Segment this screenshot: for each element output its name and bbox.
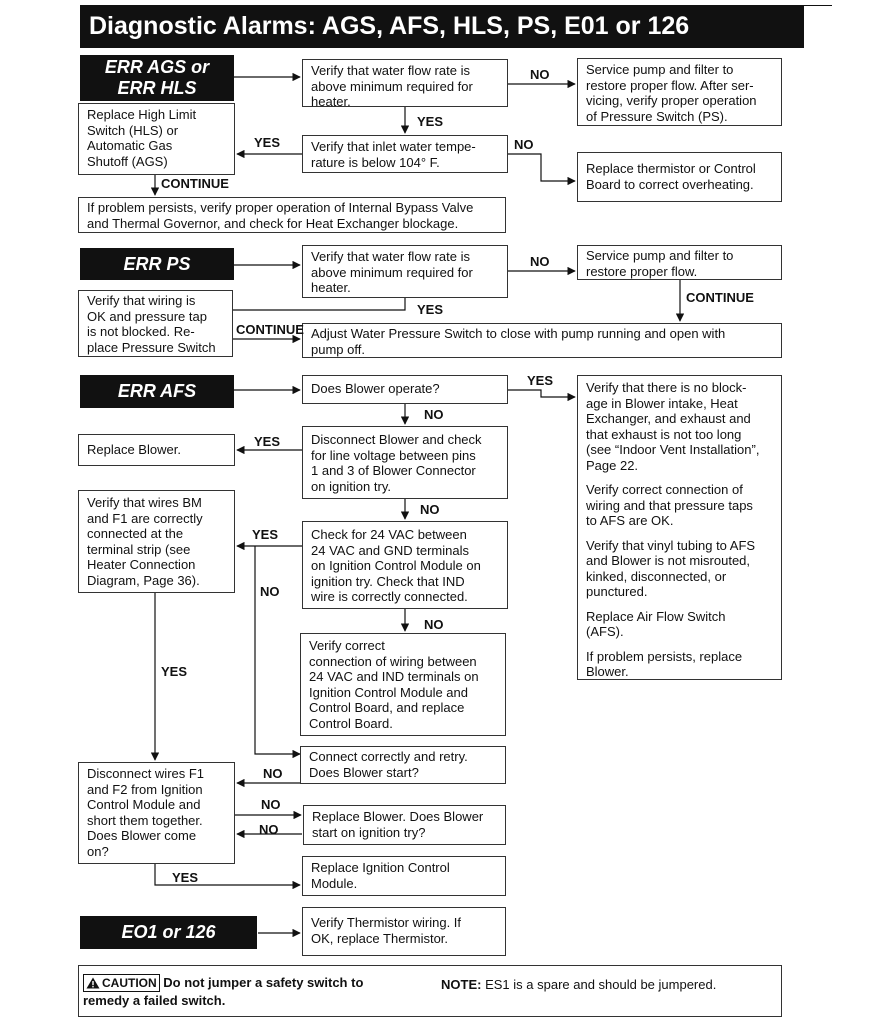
box-verify-ind-wiring bbox=[300, 633, 506, 736]
paragraph-blockage bbox=[586, 380, 773, 473]
text-line: Replace Air Flow Switch bbox=[586, 608, 726, 624]
box-problem-persists-bypass bbox=[78, 197, 506, 233]
tag-continue: CONTINUE bbox=[686, 290, 754, 305]
box-adjust-pressure-switch bbox=[302, 323, 782, 358]
tag-yes: YES bbox=[252, 527, 279, 542]
text-line: Verify that inlet water tempe- bbox=[311, 139, 476, 154]
label-err-ps bbox=[80, 248, 234, 280]
tag-yes: YES bbox=[161, 664, 188, 679]
text-line: place Pressure Switch bbox=[87, 339, 216, 355]
tag-no: NO bbox=[260, 584, 280, 599]
text-line: Verify that there is no block- bbox=[586, 380, 747, 395]
text-line: Replace High Limit bbox=[87, 107, 197, 122]
text-line: Diagram, Page 36). bbox=[87, 572, 200, 588]
spare-note bbox=[441, 977, 716, 992]
paragraph-vinyl-tubing bbox=[586, 538, 773, 600]
text-line: Switch (HLS) or bbox=[87, 122, 179, 138]
text-line: OK and pressure tap bbox=[87, 308, 207, 324]
box-service-pump-ps bbox=[577, 245, 782, 280]
text-line: restore proper flow. bbox=[586, 263, 698, 279]
text-line: kinked, disconnected, or bbox=[586, 568, 727, 584]
caution-badge bbox=[83, 974, 160, 992]
text-line: Replace Blower. Does Blower bbox=[312, 809, 484, 824]
text-line: Service pump and filter to bbox=[586, 248, 734, 263]
text-line: Board to correct overheating. bbox=[586, 176, 754, 192]
text-line: 1 and 3 of Blower Connector bbox=[311, 463, 476, 478]
text-line: Page 22. bbox=[586, 457, 639, 473]
text-line: and F1 are correctly bbox=[87, 510, 203, 526]
caution-notice bbox=[83, 974, 363, 1010]
text-line: 24 VAC and IND terminals on bbox=[309, 669, 479, 684]
tag-yes: YES bbox=[527, 373, 554, 388]
label-err-ags-line1: ERR AGS or bbox=[104, 57, 210, 77]
text-line: Verify that vinyl tubing to AFS bbox=[586, 537, 756, 553]
label-eo1-text: EO1 or 126 bbox=[121, 922, 216, 942]
text-line: Replace Ignition Control bbox=[311, 860, 450, 875]
box-disconnect-blower-check bbox=[302, 426, 508, 499]
text-line: Exchanger, and exhaust and bbox=[586, 411, 751, 426]
text-line: ignition try. Check that IND bbox=[311, 573, 465, 589]
box-verify-flow-rate bbox=[302, 59, 508, 107]
box-replace-blower bbox=[78, 434, 235, 466]
text-line: above minimum required for bbox=[311, 78, 473, 94]
text-line: Ignition Control Module and bbox=[309, 684, 468, 700]
warning-triangle-icon bbox=[86, 977, 100, 989]
text-line: Module. bbox=[311, 875, 358, 891]
tag-yes: YES bbox=[254, 135, 281, 150]
text-line: punctured. bbox=[586, 584, 648, 599]
page-title: Diagnostic Alarms: AGS, AFS, HLS, PS, E01 or 126 bbox=[80, 5, 804, 48]
box-verify-thermistor-wiring bbox=[302, 907, 506, 956]
text-line: Control Board. bbox=[309, 715, 393, 731]
text-line: Blower. bbox=[586, 664, 629, 679]
text-line: on Ignition Control Module on bbox=[311, 558, 481, 573]
tag-continue: CONTINUE bbox=[236, 322, 304, 337]
label-err-afs bbox=[80, 375, 234, 408]
text-line: connected at the bbox=[87, 526, 184, 541]
text-line: wiring and that pressure taps bbox=[586, 497, 753, 513]
text-line: short them together. bbox=[87, 812, 203, 828]
text-line: restore proper flow. After ser- bbox=[586, 77, 754, 93]
text-line: start on ignition try? bbox=[312, 824, 426, 840]
text-line: on? bbox=[87, 843, 109, 859]
text-line: Shutoff (AGS) bbox=[87, 153, 168, 169]
box-replace-blower-start bbox=[303, 805, 506, 845]
text-line: Verify Thermistor wiring. If bbox=[311, 915, 462, 930]
text-line: OK, replace Thermistor. bbox=[311, 930, 449, 946]
box-replace-ignition-module bbox=[302, 856, 506, 896]
tag-no: NO bbox=[530, 67, 550, 82]
tag-no: NO bbox=[424, 617, 444, 632]
tag-no: NO bbox=[514, 137, 534, 152]
box-verify-wiring-pressure-tap bbox=[78, 290, 233, 357]
text-line: Verify correct bbox=[309, 638, 385, 653]
paragraph-replace-blower bbox=[586, 649, 773, 680]
text-line: of Pressure Switch (PS). bbox=[586, 108, 728, 124]
text-line: terminal strip (see bbox=[87, 541, 191, 557]
text-line: Disconnect wires F1 bbox=[87, 766, 205, 781]
box-verify-wires-bm-f1 bbox=[78, 490, 235, 593]
footer-notice bbox=[78, 965, 782, 1017]
box-connect-correctly-retry bbox=[300, 746, 506, 784]
text-line: vicing, verify proper operation bbox=[586, 93, 757, 108]
box-verify-inlet-temp bbox=[302, 135, 508, 173]
label-eo1-126 bbox=[80, 916, 257, 949]
note-text: ES1 is a spare and should be jumpered. bbox=[485, 977, 717, 992]
text-line: above minimum required for bbox=[311, 264, 473, 280]
note-label: NOTE: bbox=[441, 977, 482, 992]
tag-no: NO bbox=[530, 254, 550, 269]
text-line: Verify correct connection of bbox=[586, 482, 743, 497]
text-line: Adjust Water Pressure Switch to close with pump running and open with bbox=[311, 326, 726, 341]
text-line: Heater Connection bbox=[87, 557, 196, 572]
text-line: Control Board, and replace bbox=[309, 700, 465, 715]
text-line: If problem persists, verify proper operation of Internal Bypass Valve bbox=[87, 200, 474, 215]
box-service-pump-filter bbox=[577, 58, 782, 126]
tag-yes: YES bbox=[254, 434, 281, 449]
tag-no: NO bbox=[424, 407, 444, 422]
tag-no: NO bbox=[263, 766, 283, 781]
paragraph-wiring-pressure-taps bbox=[586, 482, 773, 529]
box-check-24vac bbox=[302, 521, 508, 609]
text-line: heater. bbox=[311, 94, 351, 109]
label-err-afs-text: ERR AFS bbox=[117, 381, 197, 401]
text-line: is not blocked. Re- bbox=[87, 324, 195, 339]
text-line: Does Blower operate? bbox=[311, 381, 440, 396]
tag-continue: CONTINUE bbox=[161, 176, 229, 191]
label-err-ps-text: ERR PS bbox=[123, 253, 191, 274]
label-err-ags-line2: ERR HLS bbox=[117, 78, 197, 98]
text-line: (AFS). bbox=[586, 624, 624, 639]
text-line: Replace thermistor or Control bbox=[586, 161, 756, 176]
text-line: Automatic Gas bbox=[87, 138, 173, 153]
text-line: Does Blower start? bbox=[309, 764, 419, 780]
text-line: pump off. bbox=[311, 341, 365, 357]
box-does-blower-operate bbox=[302, 375, 508, 404]
text-line: age in Blower intake, Heat bbox=[586, 395, 738, 411]
text-line: connection of wiring between bbox=[309, 653, 477, 669]
text-line: to AFS are OK. bbox=[586, 513, 674, 528]
text-line: Service pump and filter to bbox=[586, 62, 734, 77]
text-line: for line voltage between pins bbox=[311, 447, 476, 463]
text-line: Connect correctly and retry. bbox=[309, 749, 468, 764]
caution-text-2: remedy a failed switch. bbox=[83, 993, 226, 1008]
caution-text-1: Do not jumper a safety switch to bbox=[163, 975, 364, 990]
box-disconnect-f1-f2 bbox=[78, 762, 235, 864]
text-line: wire is correctly connected. bbox=[311, 589, 468, 604]
tag-no: NO bbox=[420, 502, 440, 517]
text-line: Verify that water flow rate is bbox=[311, 249, 470, 264]
text-line: If problem persists, replace bbox=[586, 648, 743, 664]
box-verify-flow-rate-ps bbox=[302, 245, 508, 298]
box-replace-thermistor-board bbox=[577, 152, 782, 202]
text-line: heater. bbox=[311, 280, 351, 295]
tag-no: NO bbox=[259, 822, 279, 837]
text-line: rature is below 104° F. bbox=[311, 154, 440, 170]
paragraph-replace-afs bbox=[586, 609, 773, 640]
tag-yes: YES bbox=[172, 870, 199, 885]
text-line: and F2 from Ignition bbox=[87, 781, 203, 797]
box-verify-no-blockage bbox=[577, 375, 782, 680]
text-line: that exhaust is not too long bbox=[586, 426, 742, 442]
text-line: and Blower is not misrouted, bbox=[586, 553, 751, 568]
tag-yes: YES bbox=[417, 114, 444, 129]
box-replace-hls-ags bbox=[78, 103, 235, 175]
text-line: Check for 24 VAC between bbox=[311, 527, 467, 542]
tag-no: NO bbox=[261, 797, 281, 812]
tag-yes: YES bbox=[417, 302, 444, 317]
text-line: Disconnect Blower and check bbox=[311, 432, 482, 447]
text-line: Verify that wiring is bbox=[87, 293, 196, 308]
text-line: on ignition try. bbox=[311, 478, 391, 494]
text-line: Control Module and bbox=[87, 797, 201, 812]
text-line: 24 VAC and GND terminals bbox=[311, 542, 469, 558]
caution-badge-text: CAUTION bbox=[102, 976, 157, 990]
text-line: Does Blower come bbox=[87, 828, 197, 843]
label-err-ags-hls bbox=[80, 55, 234, 101]
text-line: and Thermal Governor, and check for Heat Exchanger blockage. bbox=[87, 215, 459, 231]
text-line: Replace Blower. bbox=[87, 442, 181, 457]
text-line: Verify that water flow rate is bbox=[311, 63, 470, 78]
text-line: (see “Indoor Vent Installation”, bbox=[586, 442, 760, 457]
text-line: Verify that wires BM bbox=[87, 495, 202, 510]
